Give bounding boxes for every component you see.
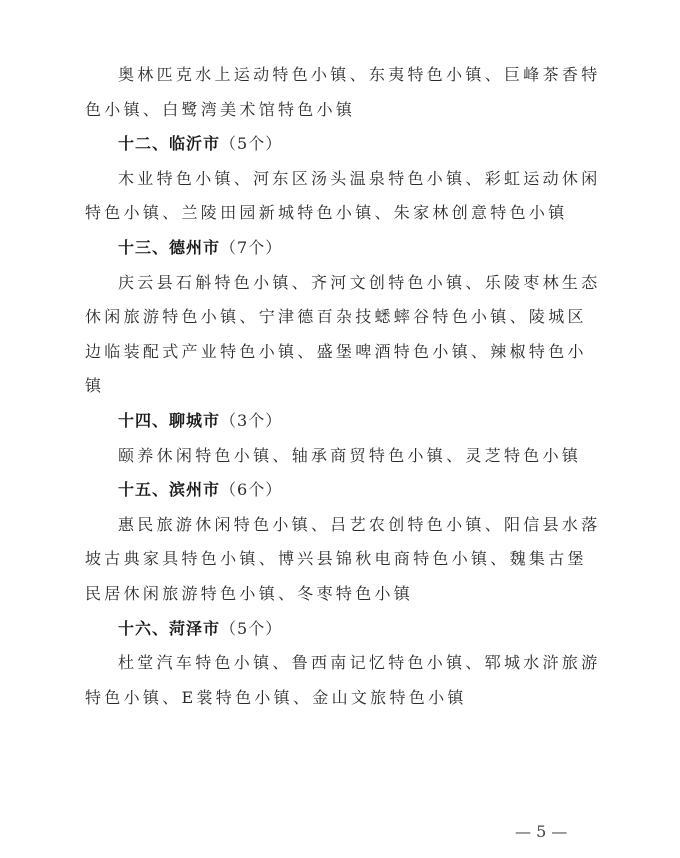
heading-city: 德州市: [169, 237, 221, 257]
heading-dezhou: [85, 231, 605, 266]
heading-city: 菏泽市: [169, 618, 221, 638]
heading-binzhou: [85, 473, 605, 508]
heading-city: 滨州市: [169, 480, 221, 500]
heading-count: （5个）: [220, 618, 283, 638]
paragraph-heze: 杜堂汽车特色小镇、鲁西南记忆特色小镇、郓城水浒旅游特色小镇、E裳特色小镇、金山文旅特色小镇: [85, 653, 601, 707]
heading-number: 十三、: [118, 237, 170, 257]
heading-heze: [85, 612, 605, 647]
heading-liaocheng: [85, 404, 605, 439]
page-number: — 5 —: [515, 822, 568, 841]
heading-city: 聊城市: [169, 410, 221, 430]
heading-city: 临沂市: [169, 134, 221, 154]
heading-count: （7个）: [220, 237, 283, 257]
paragraph-linyi: 木业特色小镇、河东区汤头温泉特色小镇、彩虹运动休闲特色小镇、兰陵田园新城特色小镇、朱家林创意特色小镇: [85, 168, 601, 223]
heading-number: 十四、: [118, 410, 170, 430]
heading-count: （6个）: [220, 480, 283, 500]
heading-linyi: [85, 127, 605, 162]
heading-number: 十二、: [118, 134, 170, 154]
paragraph-binzhou: 惠民旅游休闲特色小镇、吕艺农创特色小镇、阳信县水落坡古典家具特色小镇、博兴县锦秋电商特色小镇、魏集古堡民居休闲旅游特色小镇、冬枣特色小镇: [85, 514, 601, 603]
heading-count: （5个）: [220, 134, 283, 154]
document-body: [85, 58, 605, 715]
heading-number: 十六、: [118, 618, 170, 638]
paragraph-rizhao-continued: 奥林匹克水上运动特色小镇、东夷特色小镇、巨峰茶香特色小镇、白鹭湾美术馆特色小镇: [85, 65, 601, 119]
paragraph-dezhou: 庆云县石斛特色小镇、齐河文创特色小镇、乐陵枣林生态休闲旅游特色小镇、宁津德百杂技蟋蟀谷特色小镇、陵城区边临装配式产业特色小镇、盛堡啤酒特色小镇、辣椒特色小镇: [85, 272, 601, 396]
heading-count: （3个）: [220, 410, 283, 430]
paragraph-liaocheng: 颐养休闲特色小镇、轴承商贸特色小镇、灵芝特色小镇: [118, 445, 582, 465]
heading-number: 十五、: [118, 480, 170, 500]
